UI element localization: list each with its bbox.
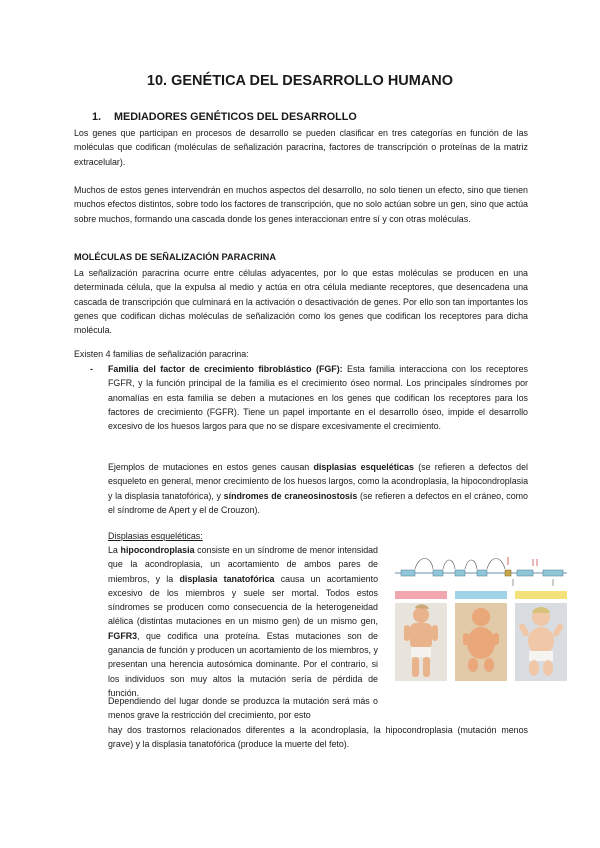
term-craniosynostosis: síndromes de craneosinostosis [223,490,358,501]
gene-diagram [395,557,567,586]
text-run: La [108,545,121,555]
fgf-term: Familia del factor de crecimiento fibroblástico (FGF): [108,364,343,374]
text-run: (se refieren a defectos del esqueleto en general, menor crecimiento de los huesos largos, como la acondroplasia, la hipocondroplasia y la displasia tanatofórica), y [108,462,528,501]
photo-child-1 [395,603,447,681]
text-run: (se refieren a defectos en el cráneo, como el síndrome de Apert y el de Crouzon). [108,490,528,515]
section-heading [92,111,357,123]
section-number: 1. [92,111,102,123]
term-thanatophoric: displasia tanatofórica [179,573,275,584]
mutation-examples [108,460,528,517]
text-run: causa un acortamiento excesivo de los miembros y suele ser mortal. Todos estos síndromes se producen como consecuencia de la heterogeneidad alélica (distintas mutaciones en un mismo gen) de un mismo gen, [108,573,379,627]
label-box-1 [395,591,447,599]
photo-child-2 [455,603,507,681]
term-fgfr3: FGFR3 [108,630,138,641]
label-box-3 [515,591,567,599]
photo-child-3 [515,603,567,681]
severity-paragraph: Dependiendo del lugar donde se produzca la mutación será más o menos grave la restricción del crecimiento, por esto [108,696,378,721]
paragraph-paracrine: La señalización paracrina ocurre entre células adyacentes, por lo que estas moléculas se producen en una determinada célula, que la expulsa al medio y actúa en otra célula mediante receptores, que desencadena una cascada de transcripción que culminará en la activación o desactivación de genes. Por ello son tan importantes los genes que codifican dichas moléculas de señalización como los genes que codifican los receptores para dicha molécula. [74,268,528,336]
label-box-2 [455,591,507,599]
page-title: 10. GENÉTICA DEL DESARROLLO HUMANO [146,73,454,89]
families-intro: Existen 4 familias de señalización paracrina: [74,349,249,359]
dysplasia-subtitle: Displasias esqueléticas: [108,531,203,541]
subsection-heading: MOLÉCULAS DE SEÑALIZACIÓN PARACRINA [74,252,276,262]
term-skeletal-dysplasia: displasias esqueléticas [313,462,414,472]
fgf-description: Esta familia interacciona con los receptores FGFR, y la función principal de la familia es el crecimiento óseo normal. Los principales síndromes por anomalías en esta familia se deben a mutaciones en los genes que codifican los receptores para los factores de crecimiento (FGFR). Tiene un papel importante en el desarrollo óseo, impide el desarrollo excesivo de los huesos largos para que no se dispare excesivamente el crecimiento. [108,364,528,432]
term-hypochondroplasia: hipocondroplasia [120,545,195,555]
text-run: consiste en un síndrome de menor intensidad que la acondroplasia, un acortamiento de ambos pares de miembros, y la [108,545,378,584]
text-run: Ejemplos de mutaciones en estos genes causan [108,462,314,472]
paragraph-intro: Los genes que participan en procesos de desarrollo se pueden clasificar en tres categorías en función de las moléculas que codifican (moléculas de señalización paracrina, factores de transcripción o proteínas de la matriz extracelular). [74,128,528,167]
fgf-paragraph [108,362,528,433]
dysplasia-paragraph [108,543,378,700]
disorders-paragraph: hay dos trastornos relacionados diferentes a la acondroplasia, la hipocondroplasia (mutación menos grave) y la displasia tanatofórica (produce la muerte del feto). [108,725,528,750]
paragraph-cascade: Muchos de estos genes intervendrán en muchos aspectos del desarrollo, no solo tienen un efecto, sino que tienen muchos efectos distintos, sobre todo los factores de transcripción, que no solo actúan sobre un gen, sino que actúa sobre muchos, formando una cascada donde los genes interaccionan entre sí y con otras moléculas. [74,185,528,224]
section-heading-text: MEDIADORES GENÉTICOS DEL DESARROLLO [114,111,357,123]
dysplasia-figure [393,553,569,683]
text-run: , que codifica una proteína. Estas mutaciones son de ganancia de función y producen un acortamiento de los miembros, y presentan una herencia autosómica dominante. Por el contrario, si los individuos son muy altos la mutación sería de pérdida de función. [108,630,378,698]
bullet-marker: - [90,364,93,374]
